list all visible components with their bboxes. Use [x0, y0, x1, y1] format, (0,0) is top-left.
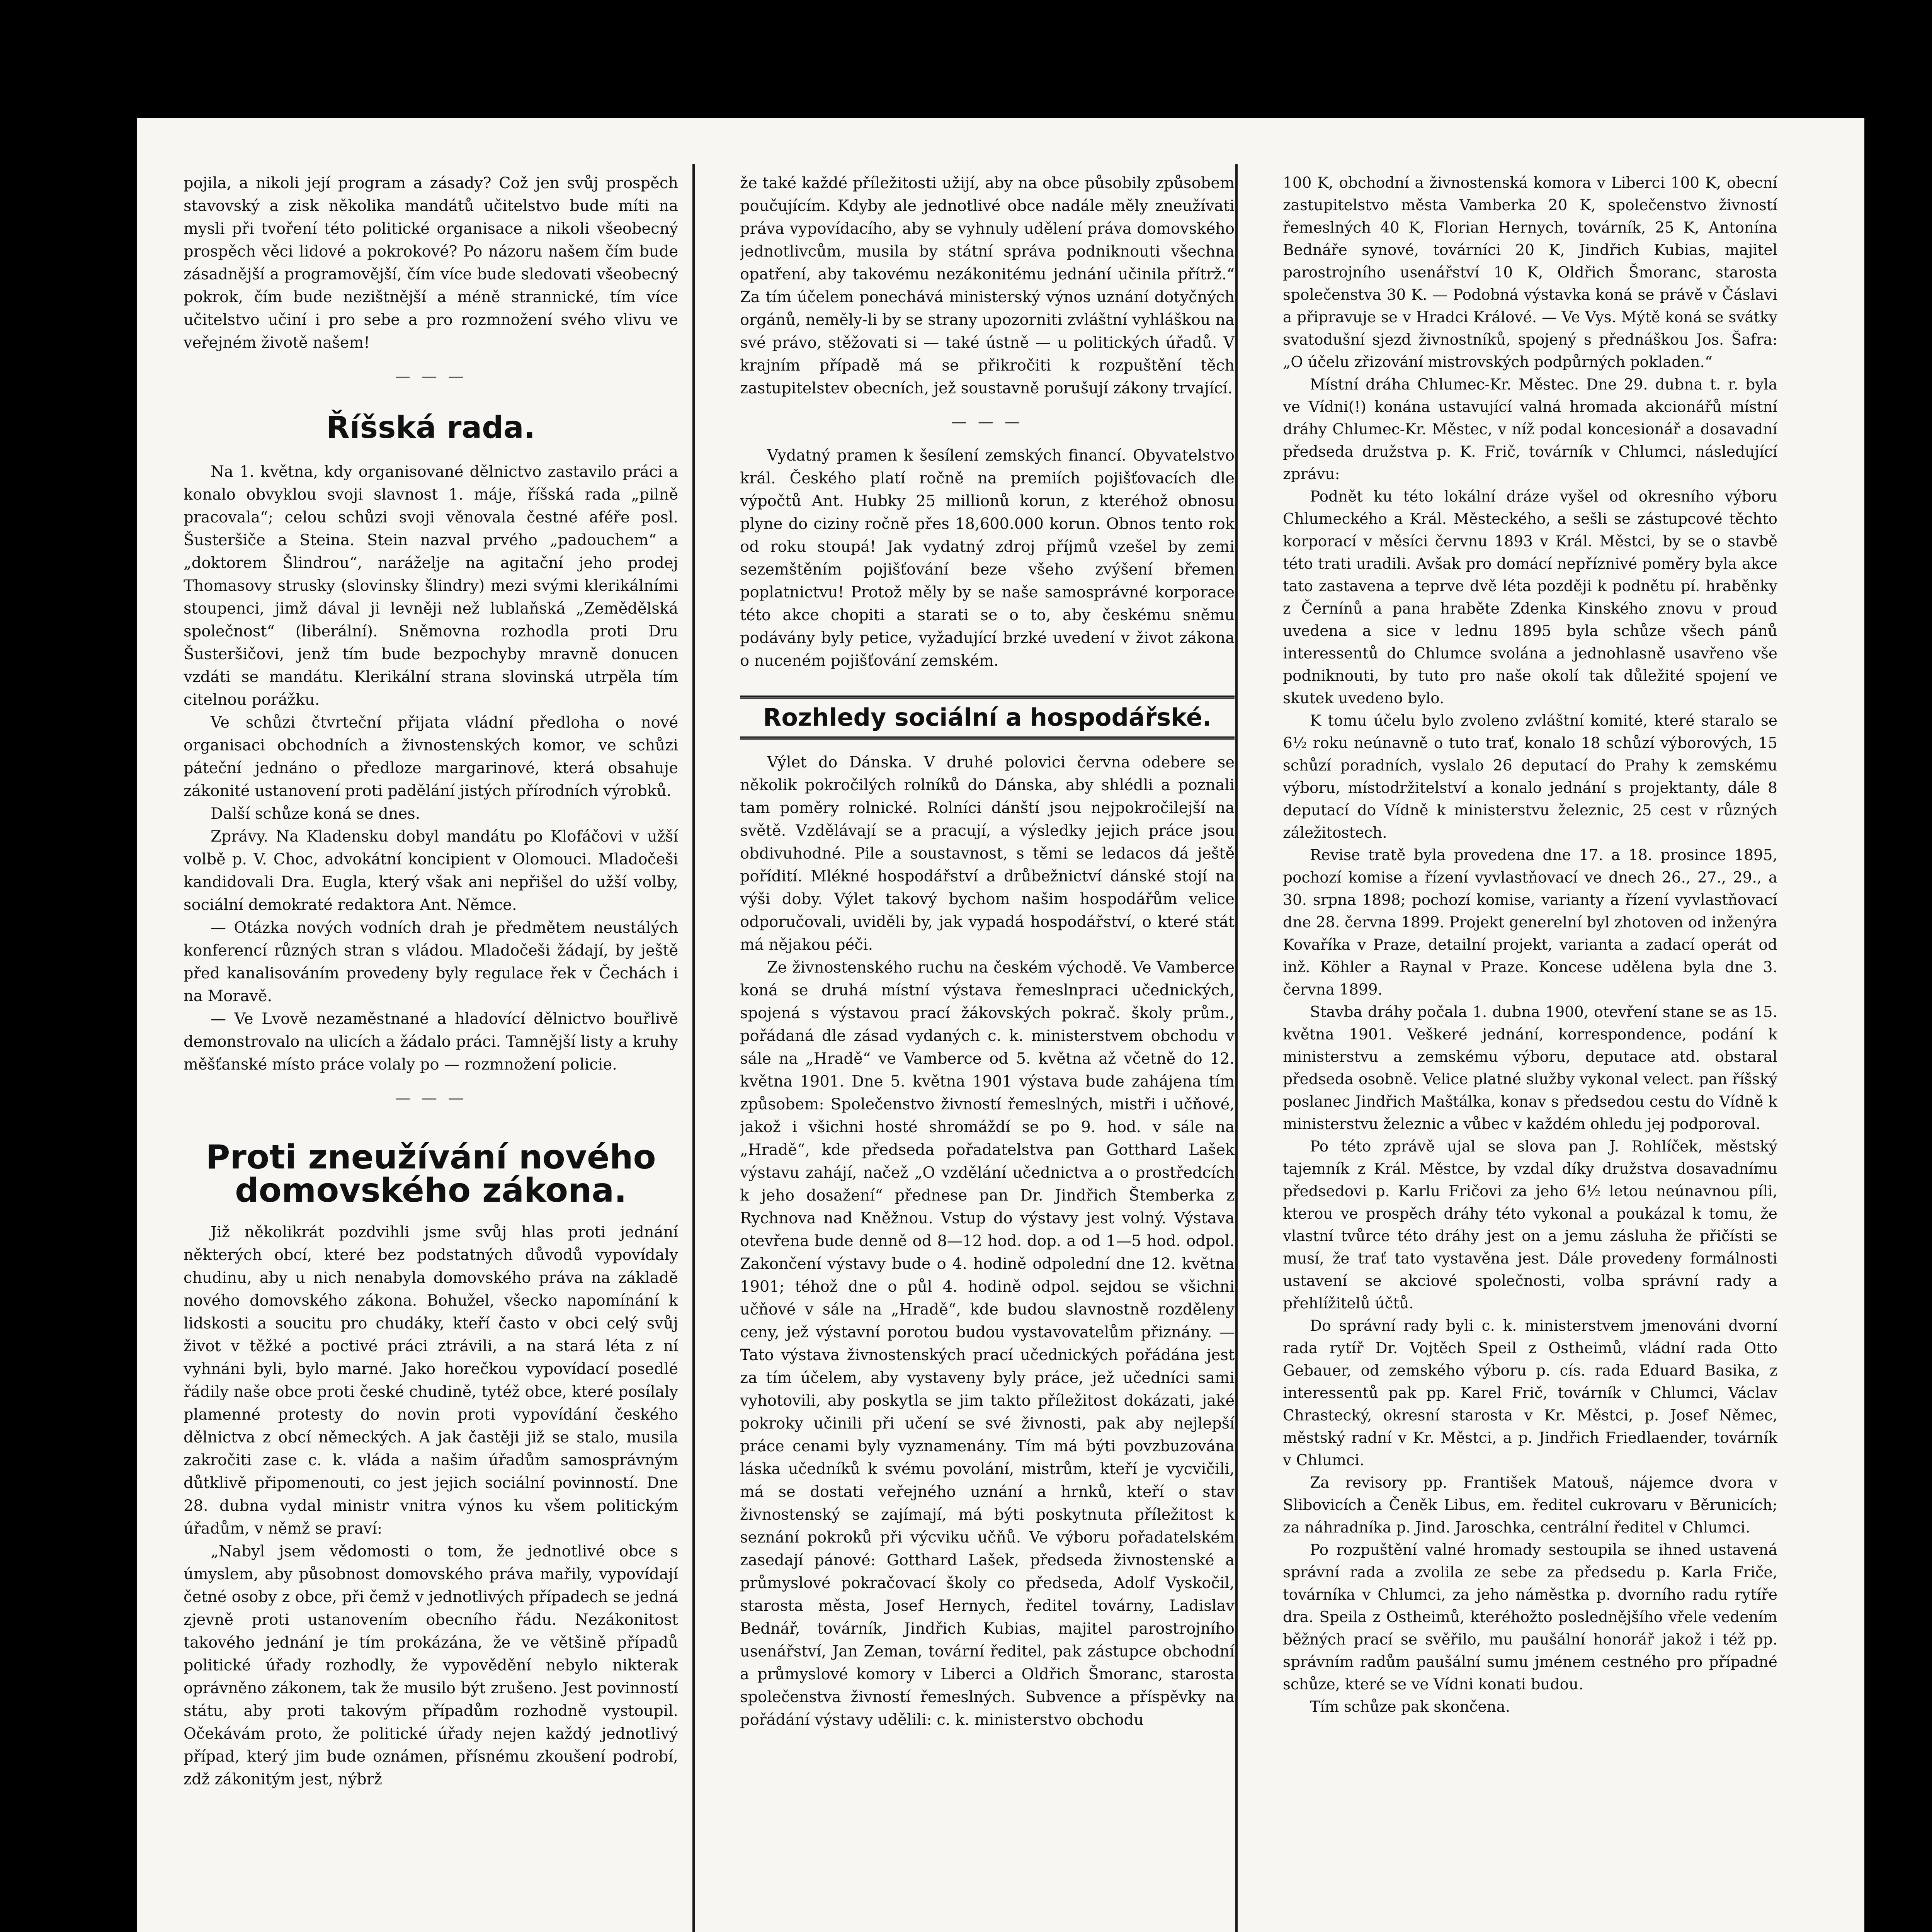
- continuation-paragraph: že také každé příležitosti užijí, aby na obce působily způsobem poučujícím. Kdyby ale jednotlivé obce nadále měly zneužívati práva vypovídacího, aby se vyhnuly udělení práva domovského jednotlivcům, musila by státní správa podniknouti všechna opatření, aby takovému nezákonitému jednání učinila přítrž.“ Za tím účelem ponechává ministerský výnos uznání dotyčných orgánů, neměly-li by se strany upozorniti zvláštní vyhláškou na své právo, stěžovati si — také ústně — u politických úřadů. V krajním případě má se přikročiti k rozpuštění těch zastupitelstev obecních, jež soustavně porušují zákony trvající.: [740, 174, 1235, 397]
- column-right: [1283, 172, 1777, 1932]
- draha-paragraph: Místní dráha Chlumec-Kr. Městec. Dne 29. dubna t. r. byla ve Vídni(!) konána ustavující valná hromada akcionářů místní dráhy Chlumec-Kr. Městec, v níž podal koncesionář a dosavadní předseda družstva p. K. Frič, továrník v Chlumci, následující zprávu:: [1283, 376, 1777, 483]
- newspaper-page: [137, 118, 1864, 1932]
- zpravy-paragraph: — Otázka nových vodních drah je předmětem neustálých konferencí různých stran s vládou. Mladočeši žádají, by ještě před kanalisováním provedeny byly regulace řek v Čechách i na Moravě.: [184, 919, 678, 1005]
- draha-paragraph: Podnět ku této lokální dráze vyšel od okresního výboru Chlumeckého a Král. Městeckého, a sešli se zástupcové těchto korporací v měsíci červnu 1893 v Král. Městci, by se o stavbě této trati uradili. Avšak pro domácí nepříznivé poměry byla akce tato zastavena a teprve dvě léta později k podnětu pí. hraběnky z Černínů a pana hraběte Zdenka Kinského znovu v proud uvedena a sice v lednu 1895 byla schůze všech pánů interessentů do Chlumce svolána a jednohlasně usavřeno vše podniknouti, by tuto pro naše okolí tak důležité spojení ve skutek uvedeno bylo.: [1283, 488, 1777, 707]
- draha-paragraph: Do správní rady byli c. k. ministerstvem jmenováni dvorní rada rytíř Dr. Vojtěch Speil z Ostheimů, vládní rada Otto Gebauer, od zemského výboru p. cís. rada Eduard Basika, z interessentů pak pp. Karel Frič, továrník v Chlumci, Václav Chrastecký, okresní starosta v Kr. Městci, p. Josef Němec, městský radní v Kr. Městci, a p. Jindřich Friedlaender, továrník v Chlumci.: [1283, 1317, 1777, 1469]
- zpravy-paragraph: — Ve Lvově nezaměstnané a hladovící dělnictvo bouřlivě demonstrovalo na ulicích a žádalo práci. Tamnější listy a kruhy měšťanské místo práce volaly po — rozmnožení policie.: [184, 1010, 678, 1073]
- zpravy-paragraph: Zprávy. Na Kladensku dobyl mandátu po Klofáčovi v užší volbě p. V. Choc, advokátní koncipient v Olomouci. Mladočeši kandidovali Dra. Eugla, který však ani nepřišel do užší volby, sociální demokraté redaktora Ant. Němce.: [184, 828, 678, 914]
- separator: — — —: [951, 413, 1023, 431]
- draha-paragraph: Tím schůze pak skončena.: [1310, 1698, 1510, 1716]
- column-left: [184, 172, 678, 1932]
- draha-paragraph: K tomu účelu bylo zvoleno zvláštní komité, které staralo se 6½ roku neúnavně o tuto trať, konalo 18 schůzí výborových, 15 schůzí poradních, vyslalo 26 deputací do Prahy k zemskému výboru, místodržitelství a konalo jednání s projektanty, dále 8 deputací do Vídně k ministerstvu železnic, 25 cest v různých záležitostech.: [1283, 712, 1777, 842]
- section-heading: Rozhledy sociální a hospodářské.: [740, 696, 1235, 740]
- draha-paragraph: Revise tratě byla provedena dne 17. a 18. prosince 1895, pochozí komise a řízení vyvlastňovací ve dnech 26., 27., 29., a 30. srpna 1898; pochozí komise, varianty a řízení vyvlastňovací dne 28. června 1899. Projekt generelní byl zhotoven od inženýra Kovaříka v Praze, detailní projekt, varianta a zadací operát od inž. Köhler a Raynal v Praze. Koncese udělena byla dne 3. června 1899.: [1283, 847, 1777, 998]
- column-rule: [692, 164, 695, 1932]
- proti-paragraph: „Nabyl jsem vědomosti o tom, že jednotlivé obce s úmyslem, aby působnost domovského práva mařily, vypovídají četné osoby z obce, při čemž v jednotlivých případech se jedná zjevně proti ustanovením obecního řádu. Nezákonitost takového jednání je tím prokázána, že ve většině případů politické úřady rozhodly, že vypovědění nebylo nikterak oprávněno zákonem, tak že musilo být zrušeno. Jest povinností státu, aby proti takovým případům rozhodně vystoupil. Očekávám proto, že politické úřady nejen každý jednotlivý případ, který jim bude oznámen, přísnému zkoušení podrobí, zdž zákonitým jest, nýbrž: [184, 1543, 678, 1788]
- continuation-paragraph: 100 K, obchodní a živnostenská komora v Liberci 100 K, obecní zastupitelstvo města Vamberka 20 K, společenstvo živností řemeslných 40 K, Florian Hernych, továrník, 25 K, Antonína Bednáře synové, továrníci 20 K, Jindřich Kubias, majitel parostrojního usenářství 10 K, Oldřich Šmoranc, starosta společenstva 30 K. — Podobná výstavka koná se právě v Čáslavi a připravuje se v Hradci Králové. — Ve Vys. Mýtě koná se svátky svatodušní sjezd živnostníků, spojený s přednáškou Jos. Šafra: „O účelu zřizování mistrovských podpůrných pokladen.“: [1283, 174, 1777, 371]
- rada-heading: Říšská rada.: [326, 410, 536, 445]
- draha-paragraph: Za revisory pp. František Matouš, nájemce dvora v Slibovicích a Čeněk Libus, em. ředitel cukrovaru v Běrunicích; za náhradníka p. Jind. Jaroschka, centrální ředitel v Chlumci.: [1283, 1474, 1777, 1536]
- separator: — — —: [395, 1089, 467, 1107]
- rada-paragraph: Na 1. května, kdy organisované dělnictvo zastavilo práci a konalo obvyklou svoji slavnost 1. máje, říšská rada „pilně pracovala“; celou schůzi svoji věnovala čestné aféře posl. Šusteršiče a Steina. Stein nazval prvého „padouchem“ a „doktorem Šlindrou“, naráželje na agitační jeho prodej Thomasovy strusky (slovinsky šlindry) mezi svými klerikálními stoupenci, jimž dával ji levněji než lublaňská „Zemědělská společnost“ (liberální). Sněmovna rozhodla proti Dru Šusteršičovi, jenž tím bude bezpochyby mravně donucen vzdáti se mandátu. Klerikální strana slovinská utrpěla tím citelnou porážku.: [184, 463, 678, 709]
- draha-paragraph: Po této zprávě ujal se slova pan J. Rohlíček, městský tajemník z Král. Městce, by vzdal díky družstva dosavadnímu předsedovi p. Karlu Fričovi za jeho 6½ letou neúnavnou píli, kterou ve prospěch dráhy této vykonal a poukázal k tomu, že vlastní tvůrce této dráhy jest on a jemu zásluha že přičísti se musí, že trať tato vystavěna jest. Dále provedeny formálnosti ustavení se akciové společnosti, volba správní rady a přehlížitelů účtů.: [1283, 1138, 1777, 1312]
- column-middle: [740, 172, 1235, 1932]
- draha-paragraph: Po rozpuštění valné hromady sestoupila se ihned ustavená správní rada a zvolila ze sebe za předsedu p. Karla Friče, továrníka v Chlumci, za jeho náměstka p. dvorního radu rytíře dra. Speila z Ostheimů, kteréhožto poslednějšího vřele vedením běžných prací se svěřilo, mu paušální honorář jakož i též pp. správním radům paušální sumu jménem cestného pro případné schůze, které se ve Vídni konati budou.: [1283, 1541, 1777, 1693]
- proti-heading: Proti zneužívání nového domovského zákona.: [206, 1138, 656, 1210]
- proti-paragraph: Již několikrát pozdvihli jsme svůj hlas proti jednání některých obcí, které bez podstatných důvodů vypovídaly chudinu, aby u nich nenabyla domovského práva na základě nového domovského zákona. Bohužel, všecko napomínání k lidskosti a soucitu pro chudáky, kteří často v obci celý svůj život v těžké a poctivé práci ztrávili, a na stará léta z ní vyhnáni byli, bylo marné. Jako horečkou vypovídací posedlé řádily naše obce proti české chudině, tytéž obce, které posílaly plamenné protesty do novin proti vypovídání českého dělnictva z obcí německých. A jak častěji již se stalo, musila zakročiti zase c. k. vláda a našim úřadům samosprávným důtklivě připomenouti, co jest jejich sociální povinností. Dne 28. dubna vydal ministr vnitra výnos ku všem politickým úřadům, v němž se praví:: [184, 1223, 678, 1537]
- vylet-paragraph: Výlet do Dánska. V druhé polovici června odebere se několik pokročilých rolníků do Dánska, aby shlédli a poznali tam poměry rolnické. Rolníci dánští jsou nejpokročilejší na světě. Vzdělávají se a pracují, a výsledky jejich práce jsou obdivuhodné. Pile a soustavnost, s těmi se ledacos dá ještě pořídití. Mlékné hospodářství a drůbežnictví dánské stojí na výši doby. Výlet takový bychom našim hospodářům velice odporučovali, uviděli by, jak vypadá hospodářství, o které stát má nějakou péči.: [740, 753, 1235, 954]
- rada-paragraph: Další schůze koná se dnes.: [211, 805, 420, 823]
- rada-paragraph: Ve schůzi čtvrteční přijata vládní předloha o nové organisaci obchodních a živnostenských komor, ve schůzi páteční jednáno o předloze margarinové, která obsahuje zákonité ustanovení proti padělání jistých přírodních výrobků.: [184, 714, 678, 800]
- separator: — — —: [395, 367, 467, 385]
- intro-paragraph: pojila, a nikoli její program a zásady? Což jen svůj prospěch stavovský a zisk několika mandátů učitelstvo bude míti na mysli při tvoření této politické organisace a nikoli všeobecný prospěch věci lidové a pokrokové? Po názoru našem čím bude zásadnější a programovější, čím více bude sledovati všeobecný pokrok, čím bude nezištnější a méně strannické, tím více učitelstvo učiní i pro sebe a pro rozmnožení svého vlivu ve veřejném životě našem!: [184, 174, 678, 352]
- draha-paragraph: Stavba dráhy počala 1. dubna 1900, otevření stane se as 15. května 1901. Veškeré jednání, korrespondence, podání k ministerstvu a zemskému výboru, deputace atd. obstaral předseda osobně. Velice platné služby vykonal velect. pan říšský poslanec Jindřich Maštálka, konav s předsedou cestu do Vídně k ministerstvu železnic a vůbec v každém ohledu jej podporoval.: [1283, 1003, 1777, 1133]
- column-rule: [1235, 164, 1238, 1932]
- vydatny-paragraph: Vydatný pramen k šesílení zemských financí. Obyvatelstvo král. Českého platí ročně na premiích pojišťovacích dle výpočtů Ant. Hubky 25 millionů korun, z kteréhož obnosu plyne do ciziny ročně přes 18,600.000 korun. Obnos tento rok od roku stoupá! Jak vydatný zdroj příjmů vzešel by zemi sezemštěním pojišťování beze všeho zvýšení břemen poplatnictvu! Protož měly by se naše samosprávné korporace této akce chopiti a starati se o to, aby českému sněmu podávány byly petice, vyžadující brzké uvedení v život zákona o nuceném pojišťování zemském.: [740, 447, 1235, 670]
- ruch-paragraph: Ze živnostenského ruchu na českém východě. Ve Vamberce koná se druhá místní výstava řemeslnpraci učednických, spojená s výstavou prací žákovských pokrač. školy prům., pořádaná dle zásad vydaných c. k. ministerstvem obchodu v sále na „Hradě“ ve Vamberce od 5. května až včetně do 12. května 1901. Dne 5. května 1901 výstava bude zahájena tím způsobem: Společenstvo živností řemeslných, mistři i učňové, jakož i všichni hosté shromáždí se po 9. hod. v sále na „Hradě“, kde předseda pořadatelstva pan Gotthard Lašek výstavu zahájí, načež „O vzdělání učednictva a o prostředcích k jeho dosažení“ přednese pan Dr. Jindřich Štemberka z Rychnova nad Kněžnou. Vstup do výstavy jest volný. Výstava otevřena bude denně od 8—12 hod. dop. a od 1—5 hod. odpol. Zakončení výstavy bude o 4. hodině odpolední dne 12. května 1901; téhož dne o půl 4. hodině odpol. sejdou se všichni učňové v sále na „Hradě“, kde budou slavnostně rozděleny ceny, jež výstavní porotou budou vystavovatelům přiznány. — Tato výstava živnostenských prací učednických pořádána jest za tím účelem, aby vystaveny byly práce, jež učedníci sami vyhotovili, aby poskytla se jim takto příležitost dokázati, jaké pokroky učinili při učení se své živnosti, pak aby nejlepší práce cenami byly vyznamenány. Tím má býti povzbuzována láska učedníků k svému povolání, mistrům, kteří je vycvičili, má se dostati veřejného uznání a hrnků, kteří o stav živnostenský se zajímají, má býti poskytnuta příležitost k seznání pokroků při výcviku učňů. Ve výboru pořadatelském zasedají pánové: Gotthard Lašek, předseda živnostenské a průmyslové pokračovací školy co předseda, Adolf Vyskočil, starosta města, Josef Hernych, ředitel továrny, Ladislav Bednář, továrník, Jindřich Kubias, majitel parostrojního usenářství, Jan Zeman, tovární ředitel, pak zástupce obchodní a průmyslové komory v Liberci a Oldřich Šmoranc, starosta společenstva živností řemeslných. Subvence a příspěvky na pořádání výstavy udělili: c. k. ministerstvo obchodu: [740, 959, 1235, 1729]
